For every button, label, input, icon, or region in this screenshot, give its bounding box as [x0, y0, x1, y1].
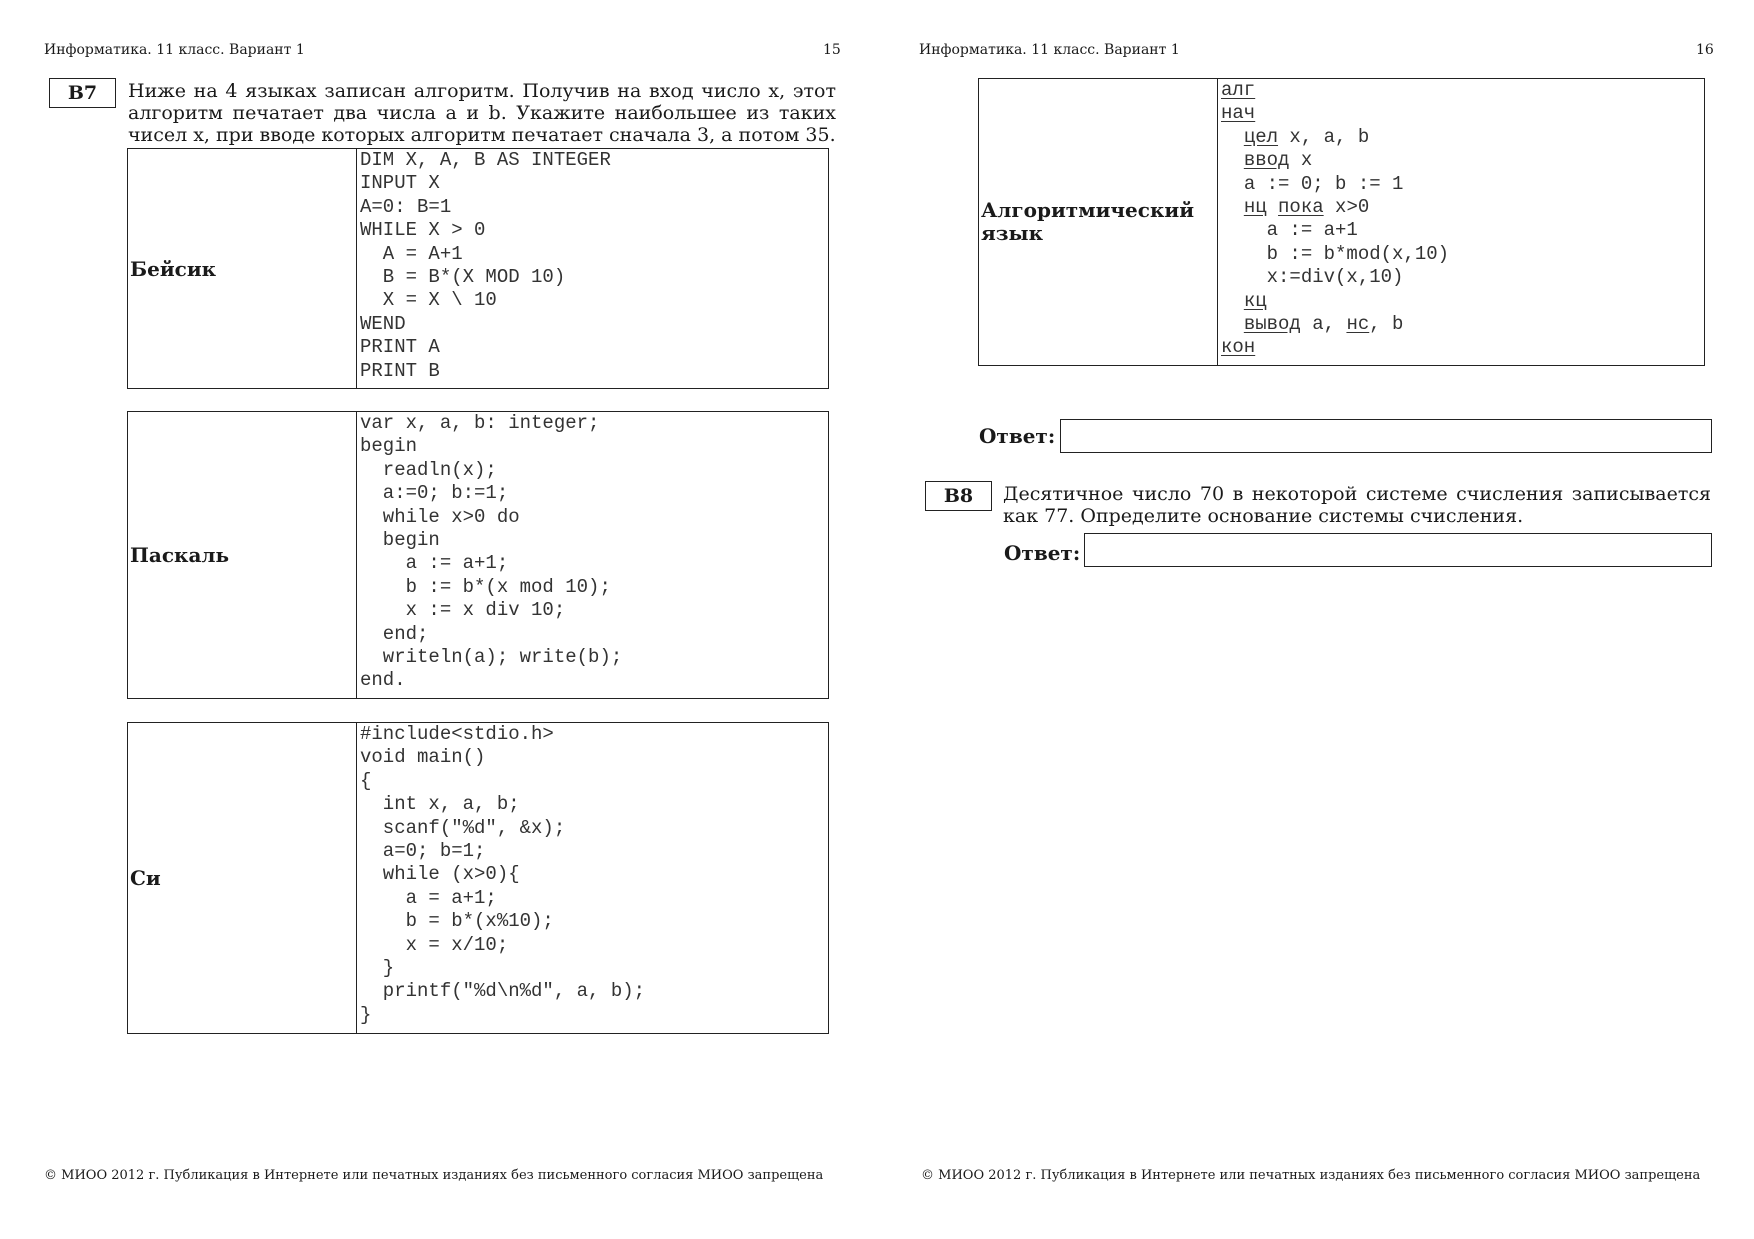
code-line: int x, a, b; — [360, 793, 520, 816]
code-text — [1221, 219, 1267, 241]
code-text — [1267, 196, 1278, 218]
code-text — [1221, 126, 1244, 148]
code-line: PRINT B — [360, 359, 440, 382]
code-line: A=0: B=1 — [360, 195, 452, 218]
code-line: begin — [360, 435, 418, 458]
code-line: INPUT X — [360, 172, 440, 195]
code-algorithmic — [1218, 79, 1705, 366]
keyword: алг — [1221, 79, 1256, 101]
program-table-algorithmic — [978, 78, 1705, 366]
keyword: нач — [1221, 102, 1256, 125]
code-text: b := b*mod(x,10) — [1266, 242, 1450, 265]
code-text — [1221, 290, 1244, 312]
code-line — [1218, 219, 1704, 242]
code-line — [1218, 149, 1704, 172]
code-line: printf("%d\n%d", a, b); — [360, 980, 646, 1003]
answer-input-b7[interactable] — [1060, 419, 1712, 453]
code-line: b := b*(x mod 10); — [360, 575, 611, 598]
answer-label-b7: Ответ: — [979, 424, 1056, 448]
header-title-left: Информатика. 11 класс. Вариант 1 — [44, 42, 305, 58]
code-line: WHILE X > 0 — [360, 219, 486, 242]
page-number-left: 15 — [823, 42, 841, 58]
program-table-pascal — [127, 411, 829, 699]
language-label-algorithmic: Алгоритмический язык — [979, 79, 1218, 366]
page-number-right: 16 — [1696, 42, 1714, 58]
footer-right: © МИОО 2012 г. Публикация в Интернете или печатных изданиях без письменного согласия МИОО запрещена — [921, 1168, 1701, 1183]
code-line: x = x/10; — [360, 933, 509, 956]
program-table-basic — [127, 148, 829, 389]
code-line: writeln(a); write(b); — [360, 646, 623, 669]
code-c — [357, 723, 829, 1034]
code-line: scanf("%d", &x); — [360, 816, 566, 839]
code-line: a=0; b=1; — [360, 840, 486, 863]
code-line — [1218, 126, 1704, 149]
code-line — [1218, 290, 1704, 313]
task-b7-question: Ниже на 4 языках записан алгоритм. Получив на вход число x, этот алгоритм печатает два числа a и b. Укажите наибольшее из таких чисел x, при вводе которых алгоритм печатает сначала 3, а потом 35. — [128, 80, 836, 146]
code-line: #include<stdio.h> — [360, 723, 554, 745]
code-line: b = b*(x%10); — [360, 910, 554, 933]
code-line — [1218, 243, 1704, 266]
code-basic — [357, 149, 829, 389]
keyword: нс — [1346, 313, 1370, 336]
code-line: var x, a, b: integer; — [360, 412, 600, 434]
code-line: readln(x); — [360, 458, 497, 481]
code-line: DIM X, A, B AS INTEGER — [360, 149, 611, 171]
code-line: while (x>0){ — [360, 863, 520, 886]
keyword: кон — [1221, 336, 1256, 359]
code-line: end. — [360, 669, 406, 692]
header-title-right: Информатика. 11 класс. Вариант 1 — [919, 42, 1180, 58]
language-label-pascal: Паскаль — [128, 412, 357, 699]
code-pascal — [357, 412, 829, 699]
code-line: } — [360, 957, 395, 980]
answer-input-b8[interactable] — [1084, 533, 1712, 567]
code-line: X = X \ 10 — [360, 289, 497, 312]
task-b8-label: B8 — [925, 481, 992, 511]
code-line — [1218, 173, 1704, 196]
code-line: a:=0; b:=1; — [360, 482, 509, 505]
code-line: while x>0 do — [360, 505, 520, 528]
code-line — [1218, 102, 1704, 125]
answer-label-b8: Ответ: — [1004, 541, 1081, 565]
code-line — [1218, 313, 1704, 336]
code-line: a = a+1; — [360, 886, 497, 909]
code-line: x := x div 10; — [360, 599, 566, 622]
code-line: begin — [360, 529, 440, 552]
code-line: } — [360, 1003, 372, 1026]
code-text — [1221, 243, 1267, 265]
code-text — [1221, 313, 1244, 335]
code-text: x, a, b — [1278, 125, 1370, 148]
language-label-c: Си — [128, 723, 357, 1034]
code-line: void main() — [360, 746, 486, 769]
task-b7-label: B7 — [49, 78, 116, 108]
code-line: end; — [360, 622, 429, 645]
code-line: a := a+1; — [360, 552, 509, 575]
code-text: , b — [1369, 313, 1404, 336]
code-line — [1218, 266, 1704, 289]
code-line — [1218, 336, 1704, 359]
code-text — [1221, 196, 1244, 218]
code-line: B = B*(X MOD 10) — [360, 266, 566, 289]
code-line: WEND — [360, 312, 406, 335]
code-text: a := a+1 — [1266, 219, 1358, 242]
code-text: x>0 — [1323, 196, 1370, 219]
code-line — [1218, 79, 1704, 102]
code-text: a := 0; b := 1 — [1243, 172, 1404, 195]
keyword: цел — [1243, 125, 1279, 148]
code-text: x — [1289, 149, 1313, 172]
program-table-c — [127, 722, 829, 1034]
keyword: кц — [1243, 289, 1267, 312]
code-text: x:=div(x,10) — [1266, 266, 1404, 289]
keyword: пока — [1278, 196, 1324, 219]
code-line: { — [360, 769, 372, 792]
code-text: a, — [1300, 313, 1347, 336]
footer-left: © МИОО 2012 г. Публикация в Интернете или печатных изданиях без письменного согласия МИОО запрещена — [44, 1168, 824, 1183]
language-label-basic: Бейсик — [128, 149, 357, 389]
code-line: A = A+1 — [360, 242, 463, 265]
code-line: PRINT A — [360, 336, 440, 359]
code-text — [1221, 266, 1267, 288]
code-line — [1218, 196, 1704, 219]
keyword: ввод — [1243, 149, 1290, 172]
code-text — [1221, 173, 1244, 195]
keyword: нц — [1243, 196, 1267, 219]
task-b8-question: Десятичное число 70 в некоторой системе счисления записывается как 77. Определите основание системы счисления. — [1003, 483, 1711, 527]
code-text — [1221, 149, 1244, 171]
keyword: вывод — [1243, 313, 1301, 336]
